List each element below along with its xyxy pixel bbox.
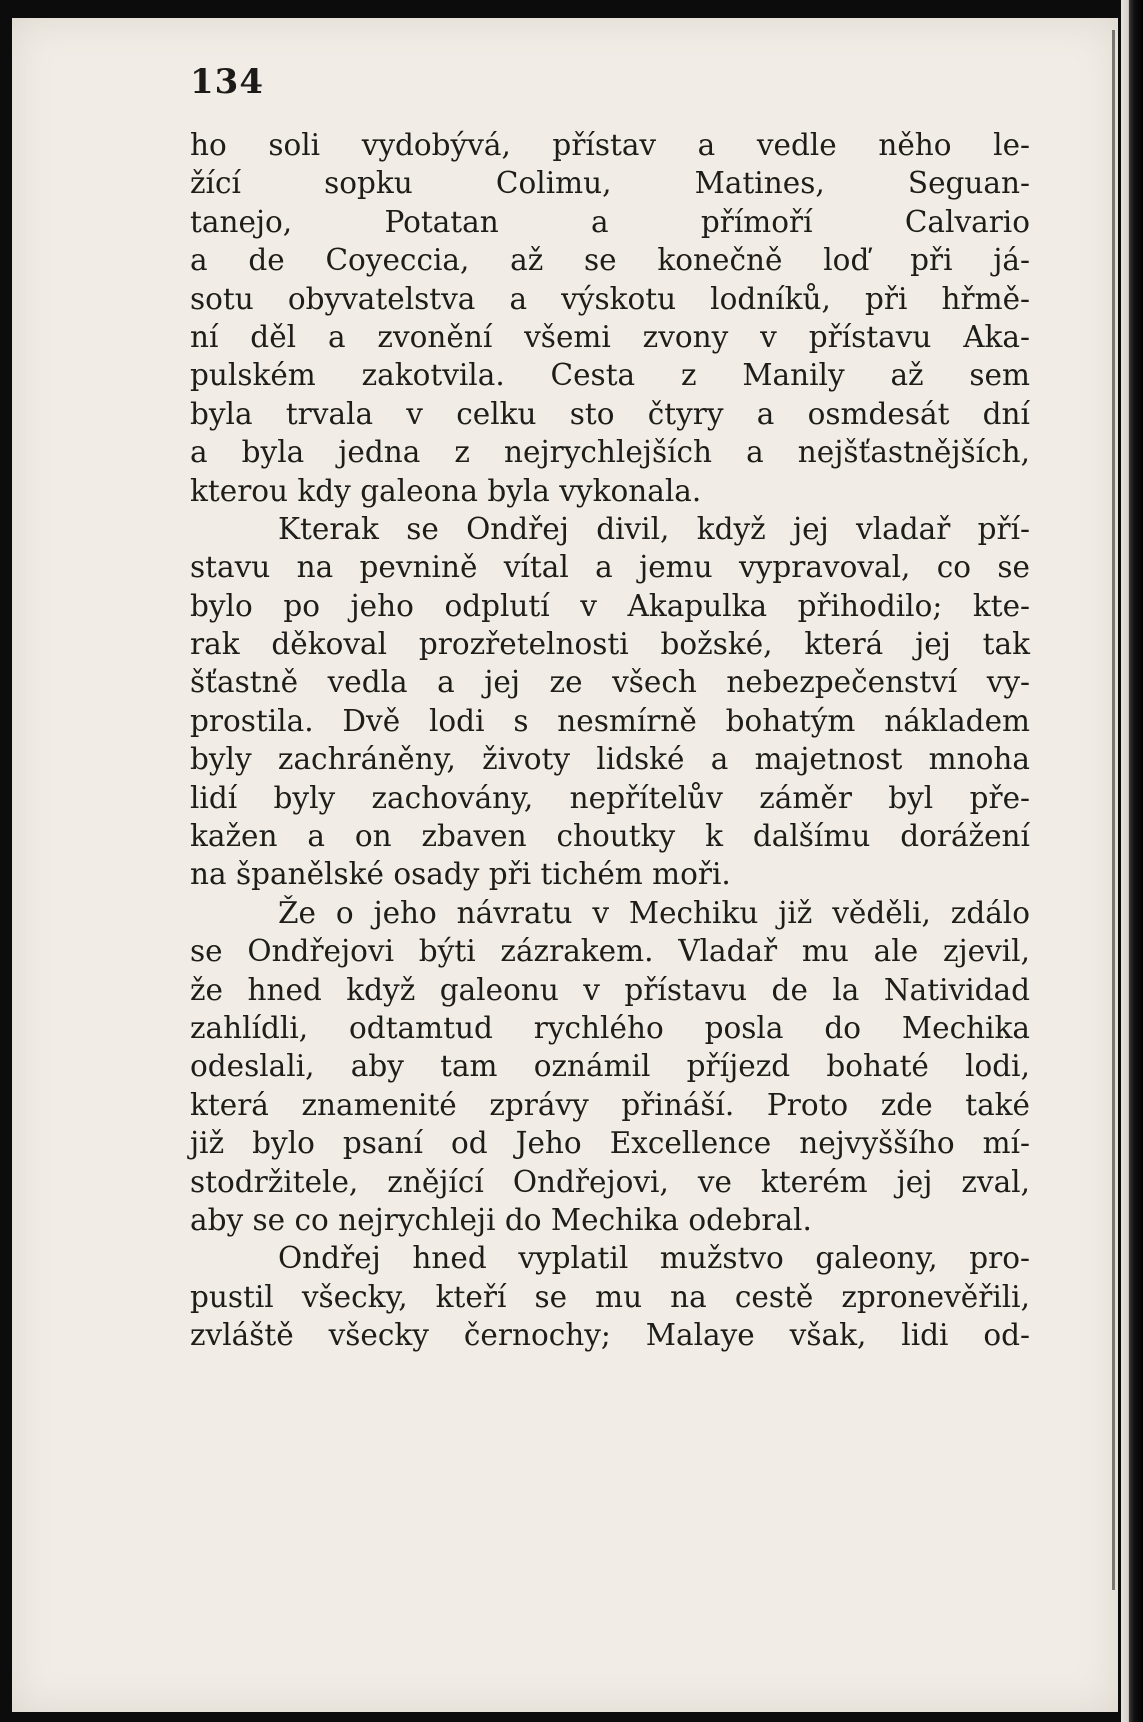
text-line: zahlídli, odtamtud rychlého posla do Mechika — [190, 1010, 1030, 1045]
text-line: lidí byly zachovány, nepřítelův záměr byl pře- — [190, 780, 1030, 815]
text-line: kterou kdy galeona byla vykonala. — [190, 473, 702, 508]
text-line: byla trvala v celku sto čtyry a osmdesát dní — [190, 396, 1030, 431]
text-line: již bylo psaní od Jeho Excellence nejvyššího mí- — [190, 1126, 1030, 1161]
text-line: stavu na pevnině vítal a jemu vypravoval, co se — [190, 550, 1030, 585]
text-line: kažen a on zbaven choutky k dalšímu dorážení — [190, 819, 1030, 854]
body-text — [190, 126, 1030, 1355]
text-line: která znamenité zprávy přináší. Proto zde také — [190, 1087, 1030, 1122]
text-line: Kterak se Ondřej divil, když jej vladař pří- — [278, 511, 1030, 546]
text-line: prostila. Dvě lodi s nesmírně bohatým nákladem — [190, 703, 1030, 738]
text-line: stodržitele, znějící Ondřejovi, ve kterém jej zval, — [190, 1164, 1030, 1199]
page-edge-shadow — [1112, 30, 1115, 1590]
text-line: pustil všecky, kteří se mu na cestě zpronevěřili, — [190, 1279, 1030, 1314]
text-line: se Ondřejovi býti zázrakem. Vladař mu ale zjevil, — [190, 934, 1030, 969]
text-line: pulském zakotvila. Cesta z Manily až sem — [190, 358, 1030, 393]
text-line: a byla jedna z nejrychlejších a nejšťastnějších, — [190, 435, 1030, 470]
text-line: na španělské osady při tichém moři. — [190, 857, 731, 892]
text-line: a de Coyeccia, až se konečně loď při já- — [190, 243, 1030, 278]
text-line: sotu obyvatelstva a výskotu lodníků, při hřmě- — [190, 281, 1030, 316]
paragraph-1 — [190, 126, 1030, 510]
page-number: 134 — [190, 62, 264, 102]
text-line: odeslali, aby tam oznámil příjezd bohaté lodi, — [190, 1049, 1030, 1084]
scan-edge — [1121, 0, 1143, 1722]
text-line: že hned když galeonu v přístavu de la Natividad — [190, 972, 1030, 1007]
text-line: aby se co nejrychleji do Mechika odebral. — [190, 1202, 812, 1237]
text-line: tanejo, Potatan a přímoří Calvario — [190, 204, 1030, 239]
paragraph-3 — [190, 894, 1030, 1240]
text-line: rak děkoval prozřetelnosti božské, která jej tak — [190, 627, 1030, 662]
text-line: Že o jeho návratu v Mechiku již věděli, zdálo — [278, 895, 1030, 930]
paragraph-4 — [190, 1239, 1030, 1354]
text-line: žící sopku Colimu, Matines, Seguan- — [190, 166, 1030, 201]
text-line: zvláště všecky černochy; Malaye však, lidi od- — [190, 1318, 1030, 1353]
text-line: šťastně vedla a jej ze všech nebezpečenství vy- — [190, 665, 1030, 700]
text-line: ho soli vydobývá, přístav a vedle něho le- — [190, 128, 1030, 162]
text-line: ní děl a zvonění všemi zvony v přístavu Aka- — [190, 319, 1030, 354]
text-line: byly zachráněny, životy lidské a majetnost mnoha — [190, 742, 1030, 777]
paragraph-2 — [190, 510, 1030, 894]
text-line: bylo po jeho odplutí v Akapulka přihodilo; kte- — [190, 588, 1030, 623]
text-line: Ondřej hned vyplatil mužstvo galeony, pro- — [278, 1241, 1030, 1276]
